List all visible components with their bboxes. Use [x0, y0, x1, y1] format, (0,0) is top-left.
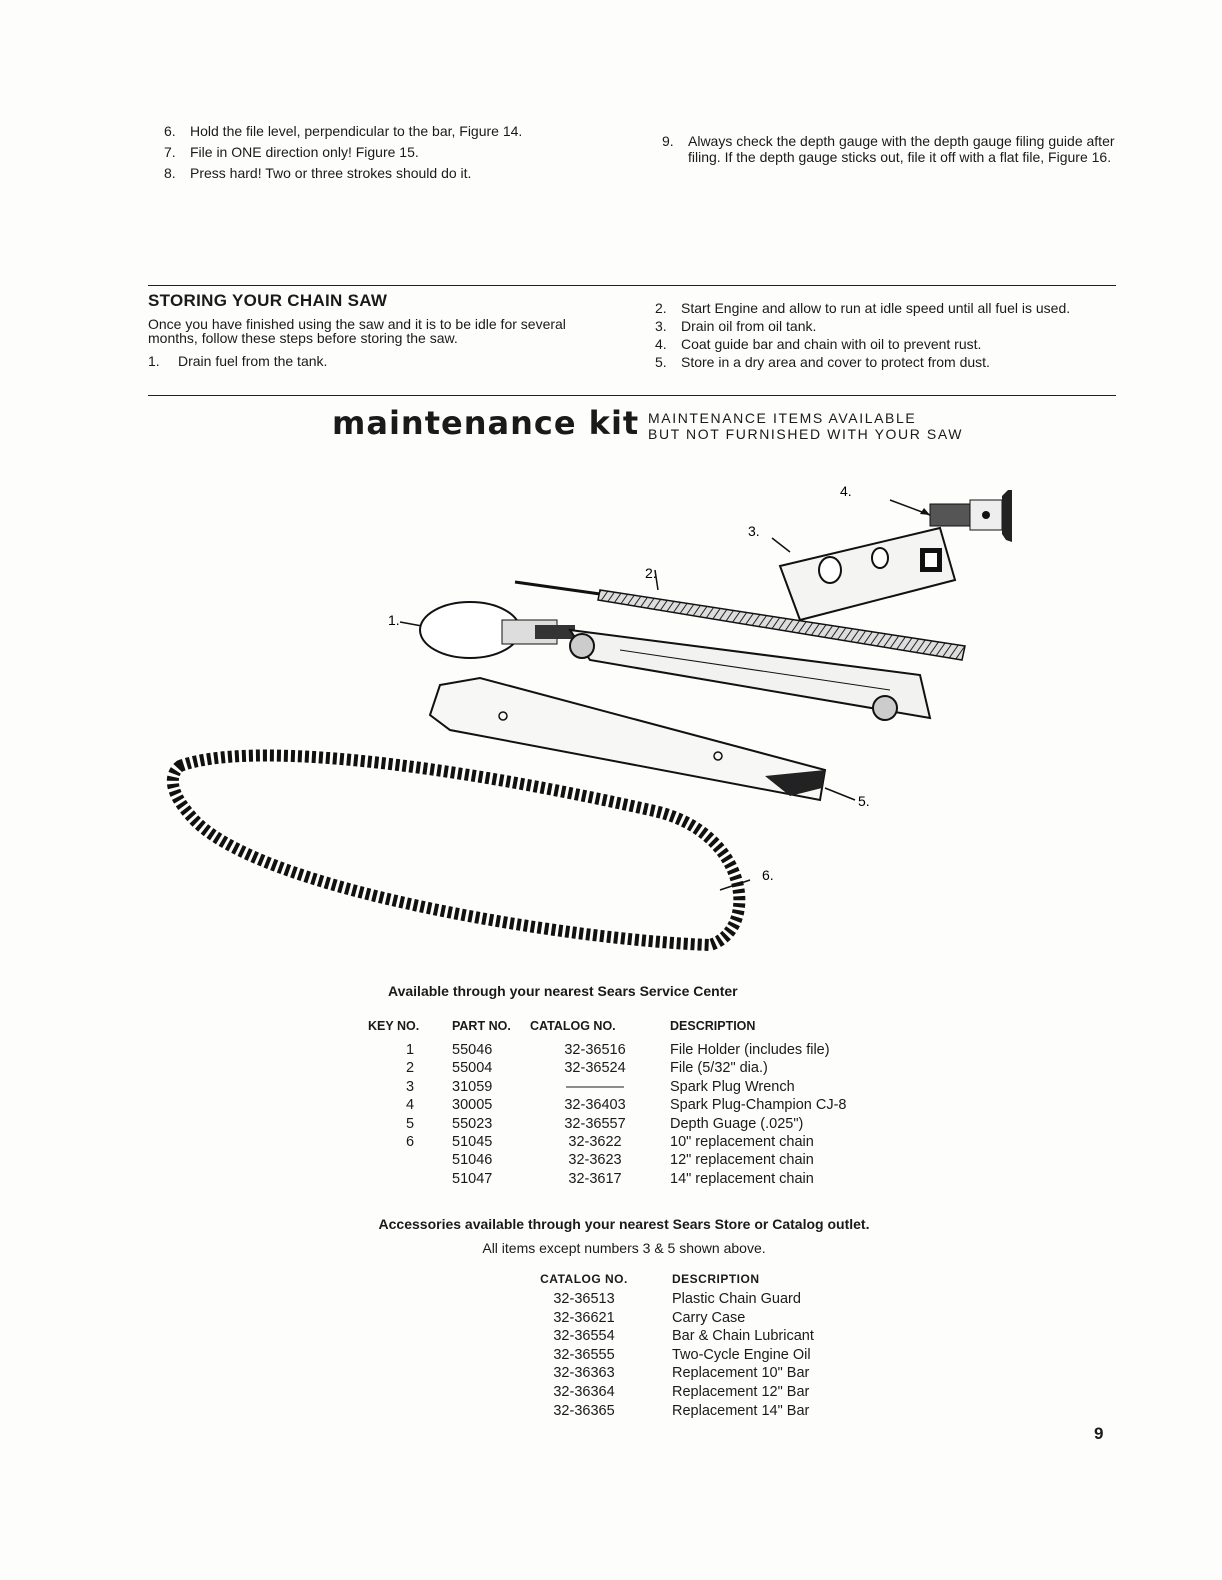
storing-step-2: 2. Start Engine and allow to run at idle speed until all fuel is used.	[655, 300, 1071, 316]
label-item-5: 5.	[858, 793, 870, 809]
table-row: 32-36555 Two-Cycle Engine Oil	[553, 1346, 811, 1363]
storing-steps-right	[655, 301, 1125, 370]
step-7: 7. File in ONE direction only! Figure 15.	[164, 144, 419, 160]
accessories-table	[510, 1272, 814, 1420]
step-6: 6. Hold the file level, perpendicular to the bar, Figure 14.	[164, 123, 523, 139]
table-row: 6 51045 32-3622 10" replacement chain	[405, 1134, 814, 1151]
storing-step-3: 3. Drain oil from oil tank.	[655, 318, 817, 334]
table-row: 3 31059 ———— Spark Plug Wrench	[405, 1078, 795, 1095]
accessories-table-header: CATALOG NO. DESCRIPTION	[540, 1272, 760, 1286]
accessories-subtitle: All items except numbers 3 & 5 shown above.	[482, 1240, 766, 1256]
storing-intro: Once you have finished using the saw and it is to be idle for several months, follow these steps before storing the saw.	[148, 316, 566, 346]
table-row: 51046 32-3623 12" replacement chain	[452, 1152, 814, 1169]
table-row: 5 55023 32-36557 Depth Guage (.025")	[405, 1115, 804, 1132]
label-item-1: 1.	[388, 612, 400, 628]
table-row: 32-36554 Bar & Chain Lubricant	[553, 1328, 814, 1345]
storing-title: STORING YOUR CHAIN SAW	[148, 291, 388, 310]
section-divider-top	[148, 285, 1116, 286]
label-item-6: 6.	[762, 867, 774, 883]
kit-title: maintenance kit	[332, 404, 640, 442]
label-item-2: 2.	[645, 565, 657, 581]
accessories-title: Accessories available through your nearest Sears Store or Catalog outlet.	[378, 1216, 870, 1232]
parts-caption: Available through your nearest Sears Service Center	[388, 983, 738, 999]
page-number: 9	[1094, 1424, 1104, 1443]
table-row: 32-36513 Plastic Chain Guard	[553, 1291, 801, 1307]
sharpening-steps-left	[164, 123, 634, 181]
saw-chain	[173, 755, 750, 945]
table-row: 32-36621 Carry Case	[553, 1309, 746, 1326]
spark-plug-wrench	[772, 528, 955, 620]
label-item-3: 3.	[748, 523, 760, 539]
storing-step-5: 5. Store in a dry area and cover to protect from dust.	[655, 354, 990, 370]
table-row: 4 30005 32-36403 Spark Plug-Champion CJ-8	[405, 1097, 847, 1114]
table-row: 32-36363 Replacement 10" Bar	[553, 1365, 810, 1382]
storing-step-1: 1. Drain fuel from the tank.	[148, 353, 328, 369]
table-row: 32-36364 Replacement 12" Bar	[553, 1383, 810, 1400]
step-9: 9. Always check the depth gauge with the depth gauge filing guide after filing. If the depth gauge sticks out, file it off with a flat file, Figure 16.	[662, 133, 1115, 165]
step-8: 8. Press hard! Two or three strokes should do it.	[164, 165, 472, 181]
table-row: 51047 32-3617 14" replacement chain	[452, 1170, 814, 1187]
maintenance-kit-illustration	[150, 470, 1030, 960]
storing-section	[148, 291, 628, 369]
table-row: 32-36365 Replacement 14" Bar	[553, 1402, 810, 1419]
table-row: 2 55004 32-36524 File (5/32" dia.)	[405, 1060, 768, 1077]
table-row: 1 55046 32-36516 File Holder (includes file)	[405, 1042, 830, 1058]
spark-plug	[890, 490, 1012, 542]
section-divider-bottom	[148, 395, 1116, 396]
storing-step-4: 4. Coat guide bar and chain with oil to prevent rust.	[655, 336, 982, 352]
label-item-4: 4.	[840, 483, 852, 499]
parts-table-header: KEY NO. PART NO. CATALOG NO. DESCRIPTION	[368, 1019, 756, 1033]
parts-table	[368, 1019, 847, 1188]
kit-subtitle: MAINTENANCE ITEMS AVAILABLE BUT NOT FURNISHED WITH YOUR SAW	[648, 410, 964, 442]
